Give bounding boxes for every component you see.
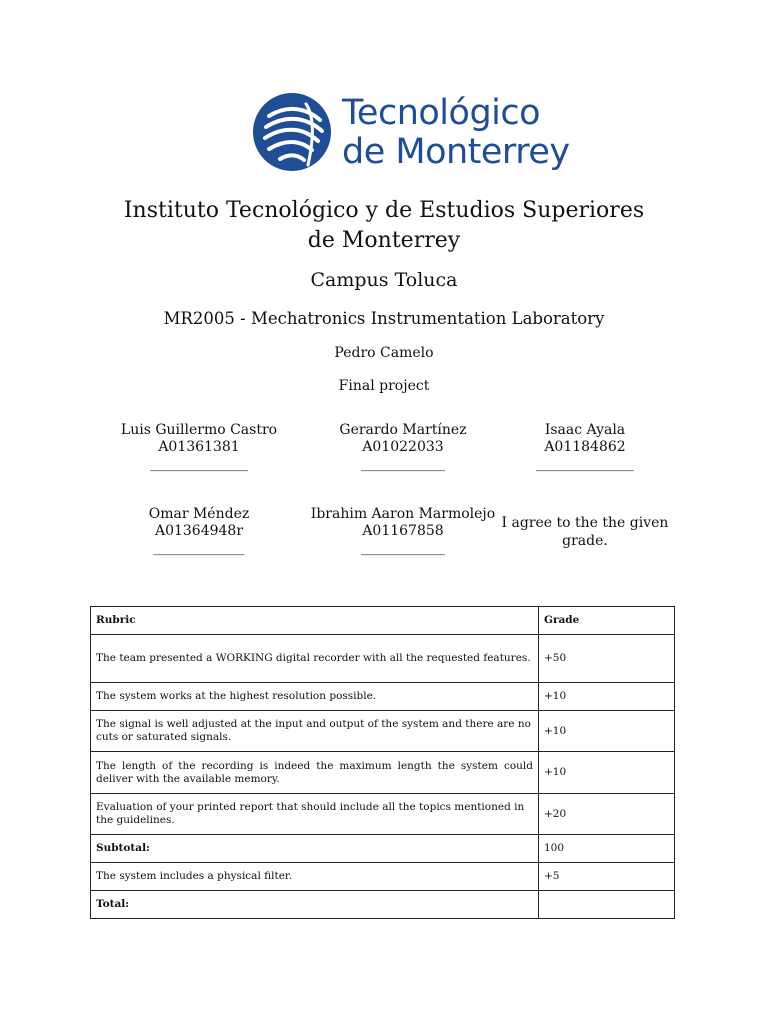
flame-emblem-icon [252,92,332,172]
rubric-header: Rubric [91,607,539,635]
grade-cell: +10 [539,711,675,752]
student-id: A01022033 [362,439,444,455]
student-id: A01184862 [544,439,626,455]
table-row [91,794,675,835]
total-value [539,891,675,919]
student-name: Gerardo Martínez [339,422,467,438]
signature-line: ______________ [150,456,248,472]
rubric-cell: The system works at the highest resolution possible. [91,683,539,711]
table-row [91,635,675,683]
grade-cell: +20 [539,794,675,835]
project-title: Final project [338,378,430,394]
subtotal-label: Subtotal: [91,835,539,863]
table-row [91,752,675,794]
total-label: Total: [91,891,539,919]
signature-line: _____________ [153,540,245,556]
grade-cell: +5 [539,863,675,891]
student-id: A01167858 [362,523,444,539]
student-block [99,506,299,557]
student-block [303,506,503,557]
rubric-cell: The length of the recording is indeed the maximum length the system could deliver with the available memory. [91,752,539,794]
campus-name: Campus Toluca [310,269,458,291]
tec-de-monterrey-logo [252,92,570,184]
logo-line-2: de Monterrey [342,132,570,172]
student-block [99,422,299,473]
signature-line: ____________ [361,540,445,556]
table-row [91,835,675,863]
rubric-table [90,606,675,919]
course-title: MR2005 - Mechatronics Instrumentation Laboratory [163,309,605,328]
rubric-cell: The signal is well adjusted at the input and output of the system and there are no cuts or saturated signals. [91,711,539,752]
rubric-cell: The system includes a physical filter. [91,863,539,891]
student-name: Ibrahim Aaron Marmolejo [310,506,496,522]
grade-header: Grade [539,607,675,635]
table-header-row [91,607,675,635]
logo-wordmark [342,94,570,172]
student-name: Luis Guillermo Castro [120,422,278,438]
student-block [500,422,670,473]
signature-line: ______________ [536,456,634,472]
institution-title: Instituto Tecnológico y de Estudios Superiores de Monterrey [123,198,645,253]
student-block [303,422,503,473]
grade-cell: +10 [539,683,675,711]
table-row [91,891,675,919]
subtotal-value: 100 [539,835,675,863]
table-row [91,683,675,711]
rubric-cell: Evaluation of your printed report that should include all the topics mentioned in the guidelines. [91,794,539,835]
logo-line-1: Tecnológico [342,93,541,133]
student-id: A01364948r [154,523,244,539]
student-name: Isaac Ayala [544,422,626,438]
signature-line: ____________ [361,456,445,472]
grade-agreement-text: I agree to the the given grade. [501,515,669,549]
table-row [91,863,675,891]
grade-cell: +10 [539,752,675,794]
table-row [91,711,675,752]
grade-cell: +50 [539,635,675,683]
rubric-cell: The team presented a WORKING digital recorder with all the requested features. [91,635,539,683]
professor-name: Pedro Camelo [334,345,434,361]
student-name: Omar Méndez [148,506,250,522]
student-id: A01361381 [158,439,240,455]
